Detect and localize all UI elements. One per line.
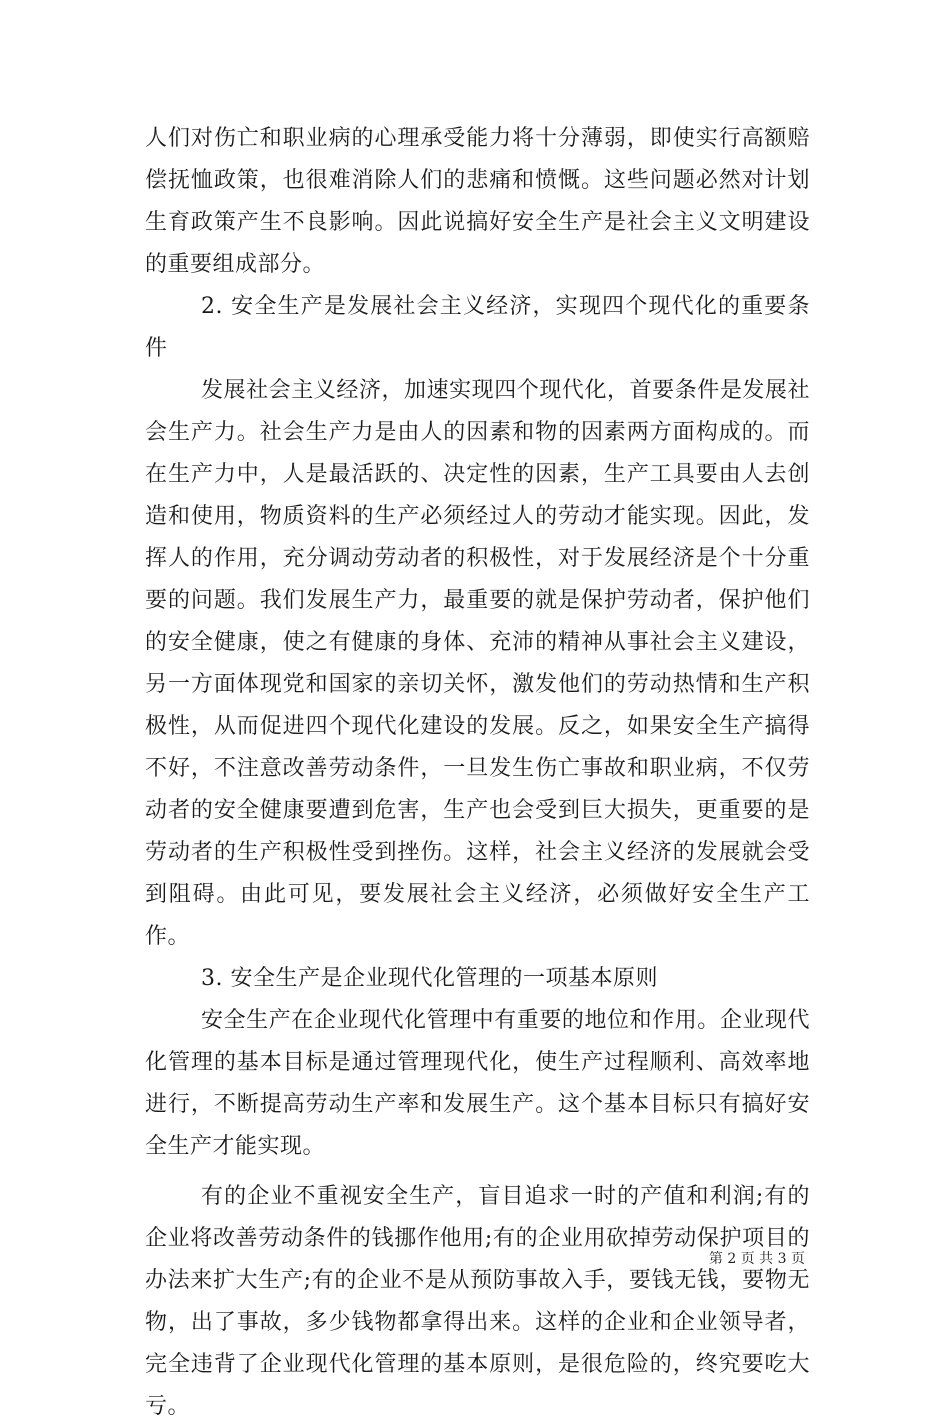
paragraph-continuation: 人们对伤亡和职业病的心理承受能力将十分薄弱，即使实行高额赔偿抚恤政策，也很难消除人们的悲痛和愤慨。这些问题必然对计划生育政策产生不良影响。因此说搞好安全生产是社会主义文明建设的重要组成部分。 xyxy=(145,126,810,277)
document-body xyxy=(145,118,810,1428)
paragraph-management: 安全生产在企业现代化管理中有重要的地位和作用。企业现代化管理的基本目标是通过管理现代化，使生产过程顺利、高效率地进行，不断提高劳动生产率和发展生产。这个基本目标只有搞好安全生产才能实现。 xyxy=(145,1008,810,1159)
section-heading-3: 3. 安全生产是企业现代化管理的一项基本原则 xyxy=(201,966,658,991)
page-number-footer: 第 2 页 共 3 页 xyxy=(708,1251,805,1267)
section-heading-2: 2. 安全生产是发展社会主义经济，实现四个现代化的重要条件 xyxy=(145,294,810,361)
paragraph-enterprises: 有的企业不重视安全生产，盲目追求一时的产值和利润;有的企业将改善劳动条件的钱挪作他用;有的企业用砍掉劳动保护项目的办法来扩大生产;有的企业不是从预防事故入手，要钱无钱，要物无物，出了事故，多少钱物都拿得出来。这样的企业和企业领导者，完全违背了企业现代化管理的基本原则，是很危险的，终究要吃大亏。 xyxy=(145,1184,810,1419)
paragraph-economy: 发展社会主义经济，加速实现四个现代化，首要条件是发展社会生产力。社会生产力是由人的因素和物的因素两方面构成的。而在生产力中，人是最活跃的、决定性的因素，生产工具要由人去创造和使用，物质资料的生产必须经过人的劳动才能实现。因此，发挥人的作用，充分调动劳动者的积极性，对于发展经济是个十分重要的问题。我们发展生产力，最重要的就是保护劳动者，保护他们的安全健康，使之有健康的身体、充沛的精神从事社会主义建设，另一方面体现党和国家的亲切关怀，激发他们的劳动热情和生产积极性，从而促进四个现代化建设的发展。反之，如果安全生产搞得不好，不注意改善劳动条件，一旦发生伤亡事故和职业病，不仅劳动者的安全健康要遭到危害，生产也会受到巨大损失，更重要的是劳动者的生产积极性受到挫伤。这样，社会主义经济的发展就会受到阻碍。由此可见，要发展社会主义经济，必须做好安全生产工作。 xyxy=(145,378,810,949)
